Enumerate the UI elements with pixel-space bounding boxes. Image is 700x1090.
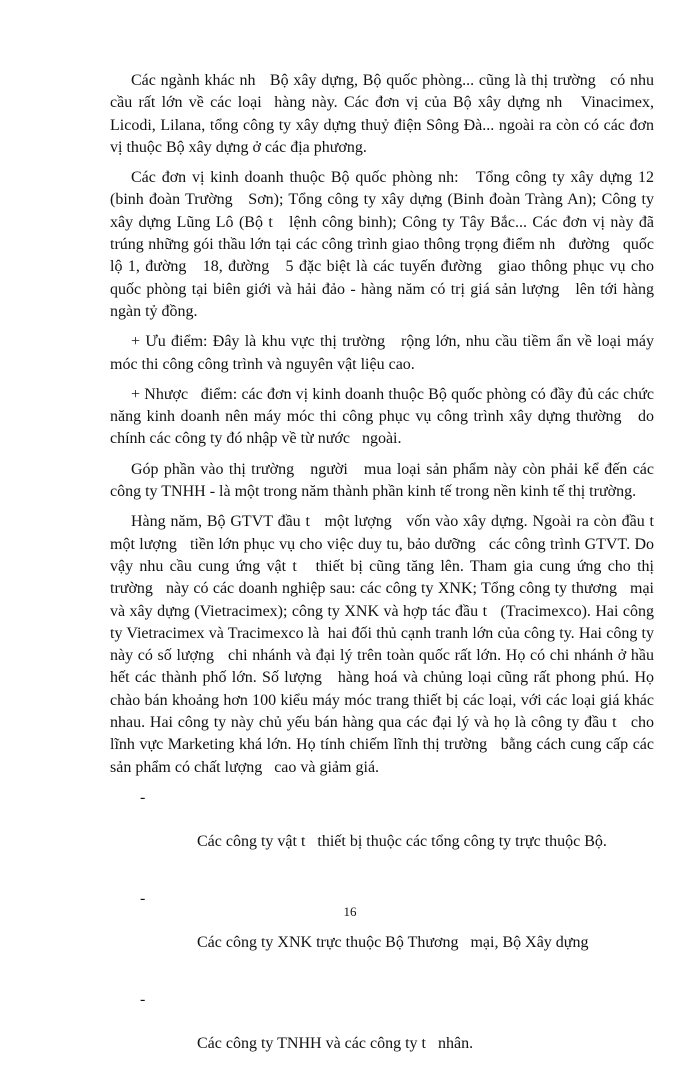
list-item bbox=[110, 989, 654, 1077]
list-item-text: Các công ty XNK trực thuộc Bộ Thương mại, Bộ Xây dựng bbox=[197, 933, 589, 951]
paragraph-transport-ministry: Hàng năm, Bộ GTVT đầu t một lượng vốn vào xây dựng. Ngoài ra còn đầu t một lượng tiền lớn phục vụ cho việc duy tu, bảo dưỡng các công trình GTVT. Do vậy nhu cầu cung ứng vật t thiết bị cũng tăng lên. Tham gia cung ứng cho thị trường này có các doanh nghiệp sau: các công ty XNK; Tổng công ty thương mại và xây dựng (Vietracimex); công ty XNK và hợp tác đầu t (Tracimexco). Hai công ty Vietracimex và Tracimexco là hai đối thủ cạnh tranh lớn của công ty. Hai công ty này có số lượng chi nhánh và đại lý trên toàn quốc rất lớn. Họ có chi nhánh ở hầu hết các thành phố lớn. Số lượng hàng hoá và chủng loại cũng rất phong phú. Họ chào bán khoảng hơn 100 kiểu máy móc trang thiết bị các loại, với các loại giá khác nhau. Hai công ty này chủ yếu bán hàng qua các đại lý và họ là công ty đầu t cho lĩnh vực Marketing khá lớn. Họ tính chiếm lĩnh thị trường bằng cách cung cấp các sản phẩm có chất lượng cao và giảm giá. bbox=[110, 513, 666, 776]
page-number: 16 bbox=[343, 904, 357, 919]
paragraph-defense-units: Các đơn vị kinh doanh thuộc Bộ quốc phòng nh: Tổng công ty xây dựng 12 (binh đoàn Trường Sơn); Tổng công ty xây dựng (Binh đoàn Tràng An); Công ty xây dựng Lũng Lô (Bộ t lệnh công binh); Công ty Tây Bắc... Các đơn vị này đã trúng những gói thầu lớn tại các công trình giao thông trọng điểm nh đường quốc lộ 1, đường 18, đường 5 đặc biệt là các tuyến đường giao thông phục vụ cho quốc phòng tại biên giới và hải đảo - hàng năm có trị giá sản lượng lên tới hàng ngàn tỷ đồng. bbox=[110, 169, 658, 320]
list-item bbox=[110, 888, 654, 976]
page-body bbox=[110, 70, 666, 1090]
paragraph-construction-sectors: Các ngành khác nh Bộ xây dựng, Bộ quốc phòng... cũng là thị trường có nhu cầu rất lớn về các loại hàng này. Các đơn vị của Bộ xây dựng nh Vinacimex, Licodi, Lilana, tổng công ty xây dựng thuỷ điện Sông Đà... ngoài ra còn có các đơn vị thuộc Bộ xây dựng ở các địa phương. bbox=[110, 72, 658, 156]
paragraph-advantages: + Ưu điểm: Đây là khu vực thị trường rộng lớn, nhu cầu tiềm ẩn về loại máy móc thi công công trình và nguyên vật liệu cao. bbox=[110, 333, 658, 373]
list-item bbox=[110, 787, 654, 875]
dash-bullet-icon: - bbox=[140, 889, 146, 907]
dash-bullet-icon: - bbox=[140, 788, 146, 806]
dash-bullet-icon: - bbox=[140, 990, 146, 1008]
paragraph-limited-companies: Góp phần vào thị trường người mua loại sản phẩm này còn phải kể đến các công ty TNHH - là một trong năm thành phần kinh tế trong nền kinh tế thị trường. bbox=[110, 460, 658, 501]
list-item-text: Các công ty TNHH và các công ty t nhân. bbox=[197, 1034, 474, 1052]
paragraph-disadvantages: + Nhược điểm: các đơn vị kinh doanh thuộc Bộ quốc phòng có đầy đủ các chức năng kinh doanh nên máy móc thi công phục vụ công trình xây dựng thường do chính các công ty đó nhập về từ nước ngoài. bbox=[110, 385, 658, 448]
company-type-list bbox=[110, 787, 654, 1077]
list-item-text: Các công ty vật t thiết bị thuộc các tổng công ty trực thuộc Bộ. bbox=[197, 832, 607, 850]
